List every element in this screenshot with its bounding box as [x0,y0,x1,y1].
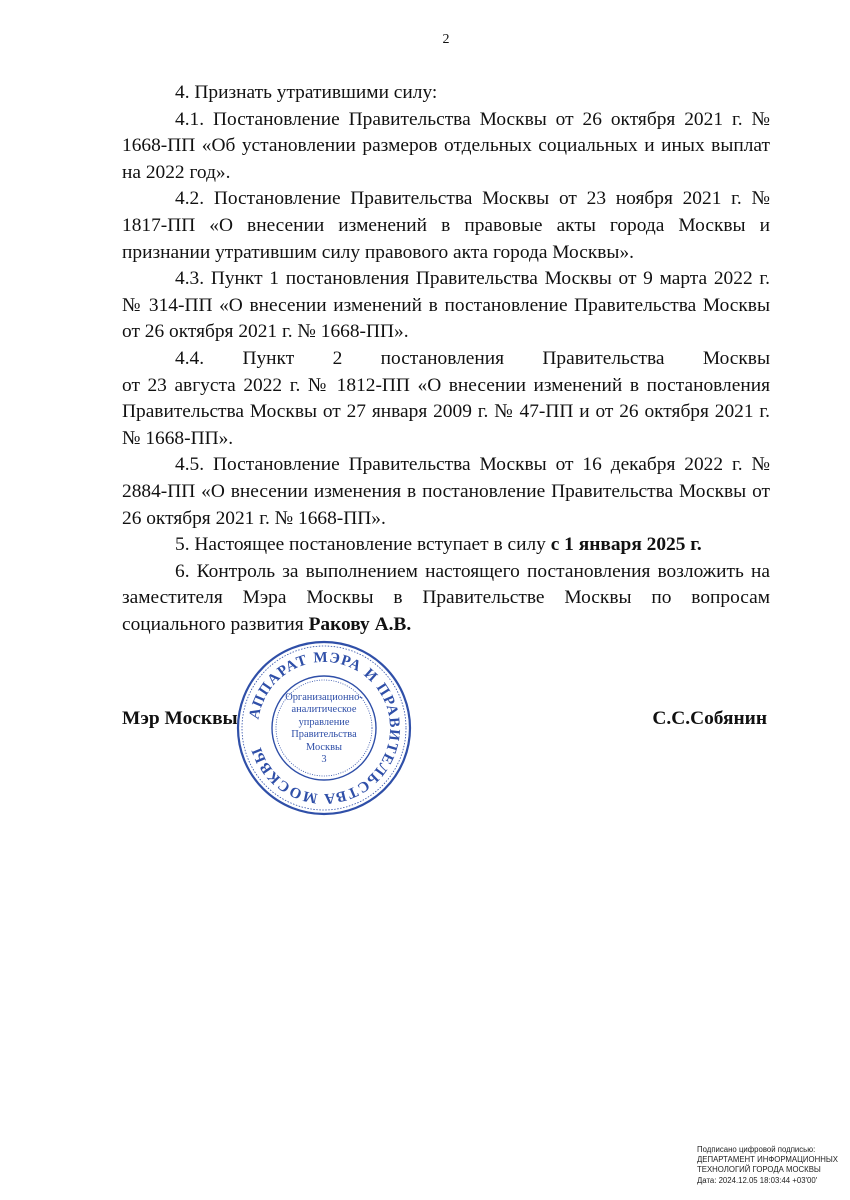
esign-line: ТЕХНОЛОГИЙ ГОРОДА МОСКВЫ [697,1165,821,1175]
stamp-line: Правительства [291,729,357,741]
effective-date: с 1 января 2025 г. [550,534,702,556]
esign-line: Подписано цифровой подписью: [697,1145,816,1154]
paragraph-6-text: 6. Контроль за выполнением настоящего постановления возложить на заместителя Мэра Москвы в Правительстве Москвы по вопросам социального развития [122,560,770,635]
paragraph-4-4-rest: от 23 августа 2022 г. № 1812-ПП «О внесении изменений в постановления Правительства Москвы от 27 января 2009 г. № 47-ПП и от 26 октября 2021 г. № 1668-ПП». [122,374,770,449]
stamp-line: аналитическое [291,704,357,716]
paragraph-4-2: 4.2. Постановление Правительства Москвы от 23 ноября 2021 г. № 1817-ПП «О внесении изменений в правовые акты города Москвы и признании утратившим силу правового акта города Москвы». [122,188,770,263]
stamp-outer-text: АППАРАТ МЭРА И ПРАВИТЕЛЬСТВА МОСКВЫ [246,649,403,807]
paragraph-4: 4. Признать утратившими силу: [175,82,438,103]
paragraph-4-5: 4.5. Постановление Правительства Москвы от 16 декабря 2022 г. № 2884-ПП «О внесении изменения в постановление Правительства Москвы от 26 октября 2021 г. № 1668-ПП». [122,454,770,529]
esign-line: ДЕПАРТАМЕНТ ИНФОРМАЦИОННЫХ [697,1155,838,1165]
page-number: 2 [442,32,450,47]
stamp-center-text [278,692,370,766]
esign-line: Дата: 2024.12.05 18:03:44 +03'00' [697,1175,818,1185]
signer-title: Мэр Москвы [122,708,238,729]
stamp-line: 3 [321,754,327,766]
stamp-line: Организационно- [285,692,363,703]
paragraph-4-3: 4.3. Пункт 1 постановления Правительства Москвы от 9 марта 2022 г. № 314-ПП «О внесении изменений в постановление Правительства Москвы от 26 октября 2021 г. № 1668-ПП». [122,268,770,343]
paragraph-5-text: 5. Настоящее постановление вступает в силу [175,534,546,556]
stamp-line: управление [298,716,350,728]
stamp-line: Москвы [306,741,342,753]
paragraph-5 [122,532,770,559]
signer-name: С.С.Собянин [652,708,767,729]
official-stamp [236,640,412,816]
paragraph-4-1: 4.1. Постановление Правительства Москвы от 26 октября 2021 г. № 1668-ПП «Об установлении размеров отдельных социальных и иных выплат на 2022 год». [122,108,770,183]
paragraph-6 [122,559,770,639]
document-body [122,80,770,638]
paragraph-4-4-first-line: 4.4. Пункт 2 постановления Правительства Москвы [175,347,770,369]
digital-signature-note [697,1145,847,1186]
responsible-person: Ракову А.В. [308,613,412,635]
